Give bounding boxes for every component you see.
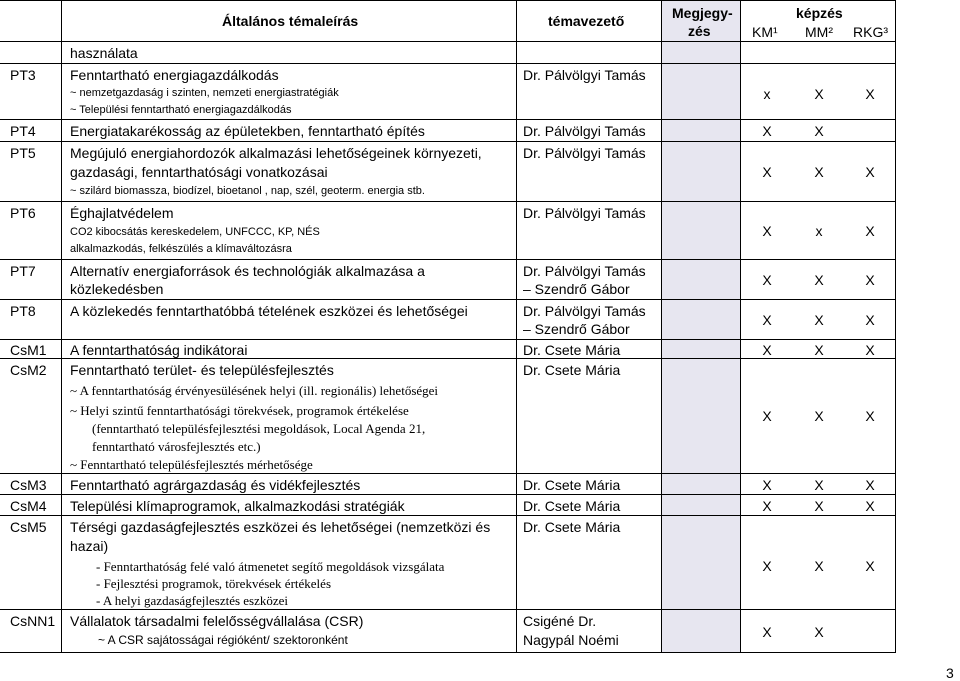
- mm-mark: X: [814, 498, 824, 514]
- row-text: Éghajlatvédelem: [70, 205, 174, 221]
- table-row: [0, 474, 896, 495]
- supervisor-name: Dr. Csete Mária: [523, 362, 621, 378]
- rkg-mark: X: [865, 558, 875, 574]
- row-text: hazai): [70, 538, 109, 554]
- rkg-mark: X: [865, 342, 875, 358]
- row-text: - Fejlesztési programok, törekvések értékelés: [96, 576, 331, 591]
- mm-mark: X: [814, 123, 824, 139]
- supervisor-name: Dr. Pálvölgyi Tamás: [523, 67, 646, 83]
- row-text: Vállalatok társadalmi felelősségvállalása (CSR): [70, 613, 364, 629]
- rkg-mark: X: [865, 223, 875, 239]
- table-header: [0, 0, 896, 42]
- row-code: PT4: [10, 123, 36, 139]
- km-mark: X: [762, 272, 772, 288]
- row-code: PT7: [10, 263, 36, 279]
- row-text: Megújuló energiahordozók alkalmazási lehetőségeinek környezeti,: [70, 145, 482, 161]
- header-rkg: RKG³: [853, 24, 888, 40]
- supervisor-name: Dr. Pálvölgyi Tamás: [523, 145, 646, 161]
- header-mm: MM²: [805, 24, 833, 40]
- km-mark: X: [762, 498, 772, 514]
- row-text: ~ Települési fenntartható energiagazdálkodás: [70, 104, 292, 116]
- mm-mark: X: [814, 624, 824, 640]
- row-text: gazdasági, fenntarthatósági vonatkozásai: [70, 164, 328, 180]
- table-row: [0, 610, 896, 653]
- header-note-line2: zés: [688, 23, 711, 39]
- km-mark: X: [762, 312, 772, 328]
- row-text: ~ A fenntarthatóság érvényesülésének helyi (ill. regionális) lehetőségei: [70, 383, 439, 398]
- supervisor-name: Dr. Csete Mária: [523, 342, 621, 358]
- rkg-mark: X: [865, 477, 875, 493]
- row-text: Fenntartható terület- és településfejlesztés: [70, 362, 334, 378]
- row-text: ~ szilárd biomassza, biodízel, bioetanol , nap, szél, geoterm. energia stb.: [70, 185, 425, 197]
- row-text: Energiatakarékosság az épületekben, fenntartható építés: [70, 123, 425, 139]
- row-code: CsM5: [10, 519, 47, 535]
- supervisor-name: Csigéné Dr.: [523, 613, 597, 629]
- km-mark: X: [762, 477, 772, 493]
- row-text: ~ A CSR sajátosságai régióként/ szektoronként: [98, 633, 348, 647]
- header-general: Általános témaleírás: [222, 13, 359, 29]
- supervisor-name: Dr. Csete Mária: [523, 477, 621, 493]
- supervisor-name: Dr. Csete Mária: [523, 498, 621, 514]
- row-code: CsM2: [10, 362, 47, 378]
- rkg-mark: X: [865, 498, 875, 514]
- km-mark: x: [763, 86, 771, 102]
- row-text: CO2 kibocsátás kereskedelem, UNFCCC, KP, NÉS: [70, 226, 320, 238]
- row-text: Alternatív energiaforrások és technológiák alkalmazása a: [70, 263, 425, 279]
- row-text: közlekedésben: [70, 281, 164, 297]
- rkg-mark: X: [865, 86, 875, 102]
- row-code: CsM4: [10, 498, 47, 514]
- km-mark: X: [762, 558, 772, 574]
- row-text: (fenntartható településfejlesztési megoldások, Local Agenda 21,: [92, 421, 426, 436]
- row-text: ~ nemzetgazdaság i szinten, nemzeti energiastratégiák: [70, 87, 339, 99]
- mm-mark: x: [815, 223, 823, 239]
- supervisor-name: Dr. Pálvölgyi Tamás: [523, 303, 646, 319]
- row-text: Fenntartható agrárgazdaság és vidékfejlesztés: [70, 477, 361, 493]
- row-code: CsNN1: [10, 613, 56, 629]
- row-text: A közlekedés fenntarthatóbbá tételének eszközei és lehetőségei: [70, 303, 468, 319]
- row-code: PT5: [10, 145, 36, 161]
- row-text: használata: [70, 45, 138, 61]
- row-text: Fenntartható energiagazdálkodás: [70, 67, 279, 83]
- row-text: ~ Helyi szintű fenntarthatósági törekvések, programok értékelése: [70, 403, 409, 418]
- row-code: CsM3: [10, 477, 47, 493]
- row-text: - Fenntarthatóság felé való átmenetet segítő megoldások vizsgálata: [96, 559, 445, 574]
- row-text: A fenntarthatóság indikátorai: [70, 342, 248, 358]
- mm-mark: X: [814, 312, 824, 328]
- table-row: [0, 142, 896, 202]
- supervisor-name: Dr. Pálvölgyi Tamás: [523, 205, 646, 221]
- table-row: [0, 42, 896, 64]
- rkg-mark: X: [865, 408, 875, 424]
- mm-mark: X: [814, 272, 824, 288]
- supervisor-name: Dr. Pálvölgyi Tamás: [523, 123, 646, 139]
- km-mark: X: [762, 223, 772, 239]
- mm-mark: X: [814, 86, 824, 102]
- table-row: [0, 202, 896, 260]
- row-code: PT8: [10, 303, 36, 319]
- km-mark: X: [762, 624, 772, 640]
- row-code: PT3: [10, 67, 36, 83]
- header-training: képzés: [796, 5, 843, 21]
- table-row: [0, 340, 896, 359]
- row-code: PT6: [10, 205, 36, 221]
- km-mark: X: [762, 342, 772, 358]
- mm-mark: X: [814, 477, 824, 493]
- supervisor-name: Nagypál Noémi: [523, 632, 619, 648]
- mm-mark: X: [814, 342, 824, 358]
- mm-mark: X: [814, 164, 824, 180]
- row-text: ~ Fenntartható településfejlesztés mérhetősége: [70, 457, 313, 472]
- header-km: KM¹: [752, 24, 778, 40]
- rkg-mark: X: [865, 164, 875, 180]
- row-text: fenntartható városfejlesztés etc.): [92, 439, 261, 454]
- row-code: CsM1: [10, 342, 47, 358]
- table-row: [0, 495, 896, 516]
- page-number: 3: [946, 665, 954, 681]
- supervisor-name: Dr. Csete Mária: [523, 519, 621, 535]
- table-row: [0, 359, 896, 474]
- table-row: [0, 120, 896, 142]
- table-row: [0, 64, 896, 120]
- row-text: - A helyi gazdaságfejlesztés eszközei: [96, 593, 289, 608]
- km-mark: X: [762, 408, 772, 424]
- supervisor-name: – Szendrő Gábor: [523, 321, 630, 337]
- header-note-line1: Megjegy-: [672, 5, 733, 21]
- km-mark: X: [762, 123, 772, 139]
- table-row: [0, 516, 896, 610]
- supervisor-name: – Szendrő Gábor: [523, 281, 630, 297]
- mm-mark: X: [814, 408, 824, 424]
- row-text: Térségi gazdaságfejlesztés eszközei és lehetőségei (nemzetközi és: [70, 519, 491, 535]
- table-row: [0, 300, 896, 340]
- table-row: [0, 260, 896, 300]
- header-supervisor: témavezető: [548, 13, 625, 29]
- supervisor-name: Dr. Pálvölgyi Tamás: [523, 263, 646, 279]
- row-text: Települési klímaprogramok, alkalmazkodási stratégiák: [70, 498, 405, 514]
- km-mark: X: [762, 164, 772, 180]
- rkg-mark: X: [865, 312, 875, 328]
- row-text: alkalmazkodás, felkészülés a klímaváltozásra: [70, 243, 292, 255]
- mm-mark: X: [814, 558, 824, 574]
- rkg-mark: X: [865, 272, 875, 288]
